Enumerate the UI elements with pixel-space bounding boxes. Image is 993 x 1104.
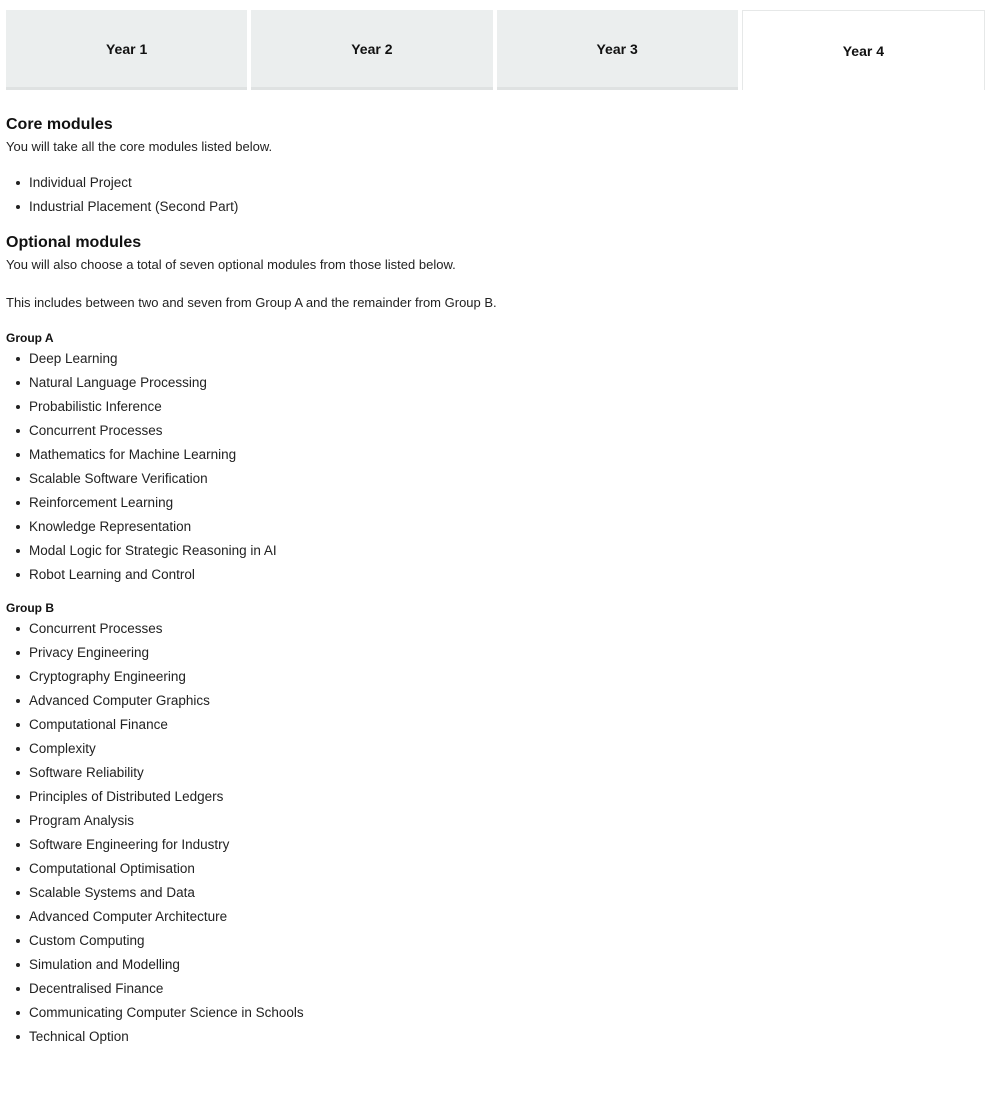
core-modules-list <box>6 171 976 219</box>
group-b-list <box>6 617 976 1049</box>
modules-panel <box>6 113 976 1049</box>
tab-year-3[interactable]: Year 3 <box>497 10 738 90</box>
list-item: Deep Learning <box>6 347 976 371</box>
list-item: Concurrent Processes <box>6 617 976 641</box>
list-item: Reinforcement Learning <box>6 491 976 515</box>
list-item: Natural Language Processing <box>6 371 976 395</box>
list-item: Knowledge Representation <box>6 515 976 539</box>
list-item: Scalable Software Verification <box>6 467 976 491</box>
list-item: Software Reliability <box>6 761 976 785</box>
list-item: Decentralised Finance <box>6 977 976 1001</box>
list-item: Communicating Computer Science in Schools <box>6 1001 976 1025</box>
list-item: Technical Option <box>6 1025 976 1049</box>
group-a-heading: Group A <box>6 331 54 345</box>
tab-year-2[interactable]: Year 2 <box>251 10 492 90</box>
list-item: Computational Optimisation <box>6 857 976 881</box>
core-modules-intro: You will take all the core modules listed below. <box>6 139 273 154</box>
group-b-heading: Group B <box>6 601 54 615</box>
optional-modules-rule: This includes between two and seven from Group A and the remainder from Group B. <box>6 295 497 310</box>
list-item: Privacy Engineering <box>6 641 976 665</box>
list-item: Principles of Distributed Ledgers <box>6 785 976 809</box>
core-modules-heading: Core modules <box>6 116 113 133</box>
list-item: Robot Learning and Control <box>6 563 976 587</box>
list-item: Advanced Computer Graphics <box>6 689 976 713</box>
list-item: Custom Computing <box>6 929 976 953</box>
list-item: Mathematics for Machine Learning <box>6 443 976 467</box>
tab-year-1[interactable]: Year 1 <box>6 10 247 90</box>
year-tabs <box>6 10 985 90</box>
list-item: Advanced Computer Architecture <box>6 905 976 929</box>
list-item: Cryptography Engineering <box>6 665 976 689</box>
list-item: Program Analysis <box>6 809 976 833</box>
list-item: Complexity <box>6 737 976 761</box>
list-item: Probabilistic Inference <box>6 395 976 419</box>
optional-modules-intro: You will also choose a total of seven optional modules from those listed below. <box>6 257 456 272</box>
list-item: Modal Logic for Strategic Reasoning in AI <box>6 539 976 563</box>
list-item: Scalable Systems and Data <box>6 881 976 905</box>
optional-modules-heading: Optional modules <box>6 234 142 251</box>
list-item: Simulation and Modelling <box>6 953 976 977</box>
list-item: Industrial Placement (Second Part) <box>6 195 976 219</box>
list-item: Computational Finance <box>6 713 976 737</box>
group-a-list <box>6 347 976 587</box>
list-item: Software Engineering for Industry <box>6 833 976 857</box>
list-item: Individual Project <box>6 171 976 195</box>
tab-year-4[interactable]: Year 4 <box>742 10 985 90</box>
list-item: Concurrent Processes <box>6 419 976 443</box>
